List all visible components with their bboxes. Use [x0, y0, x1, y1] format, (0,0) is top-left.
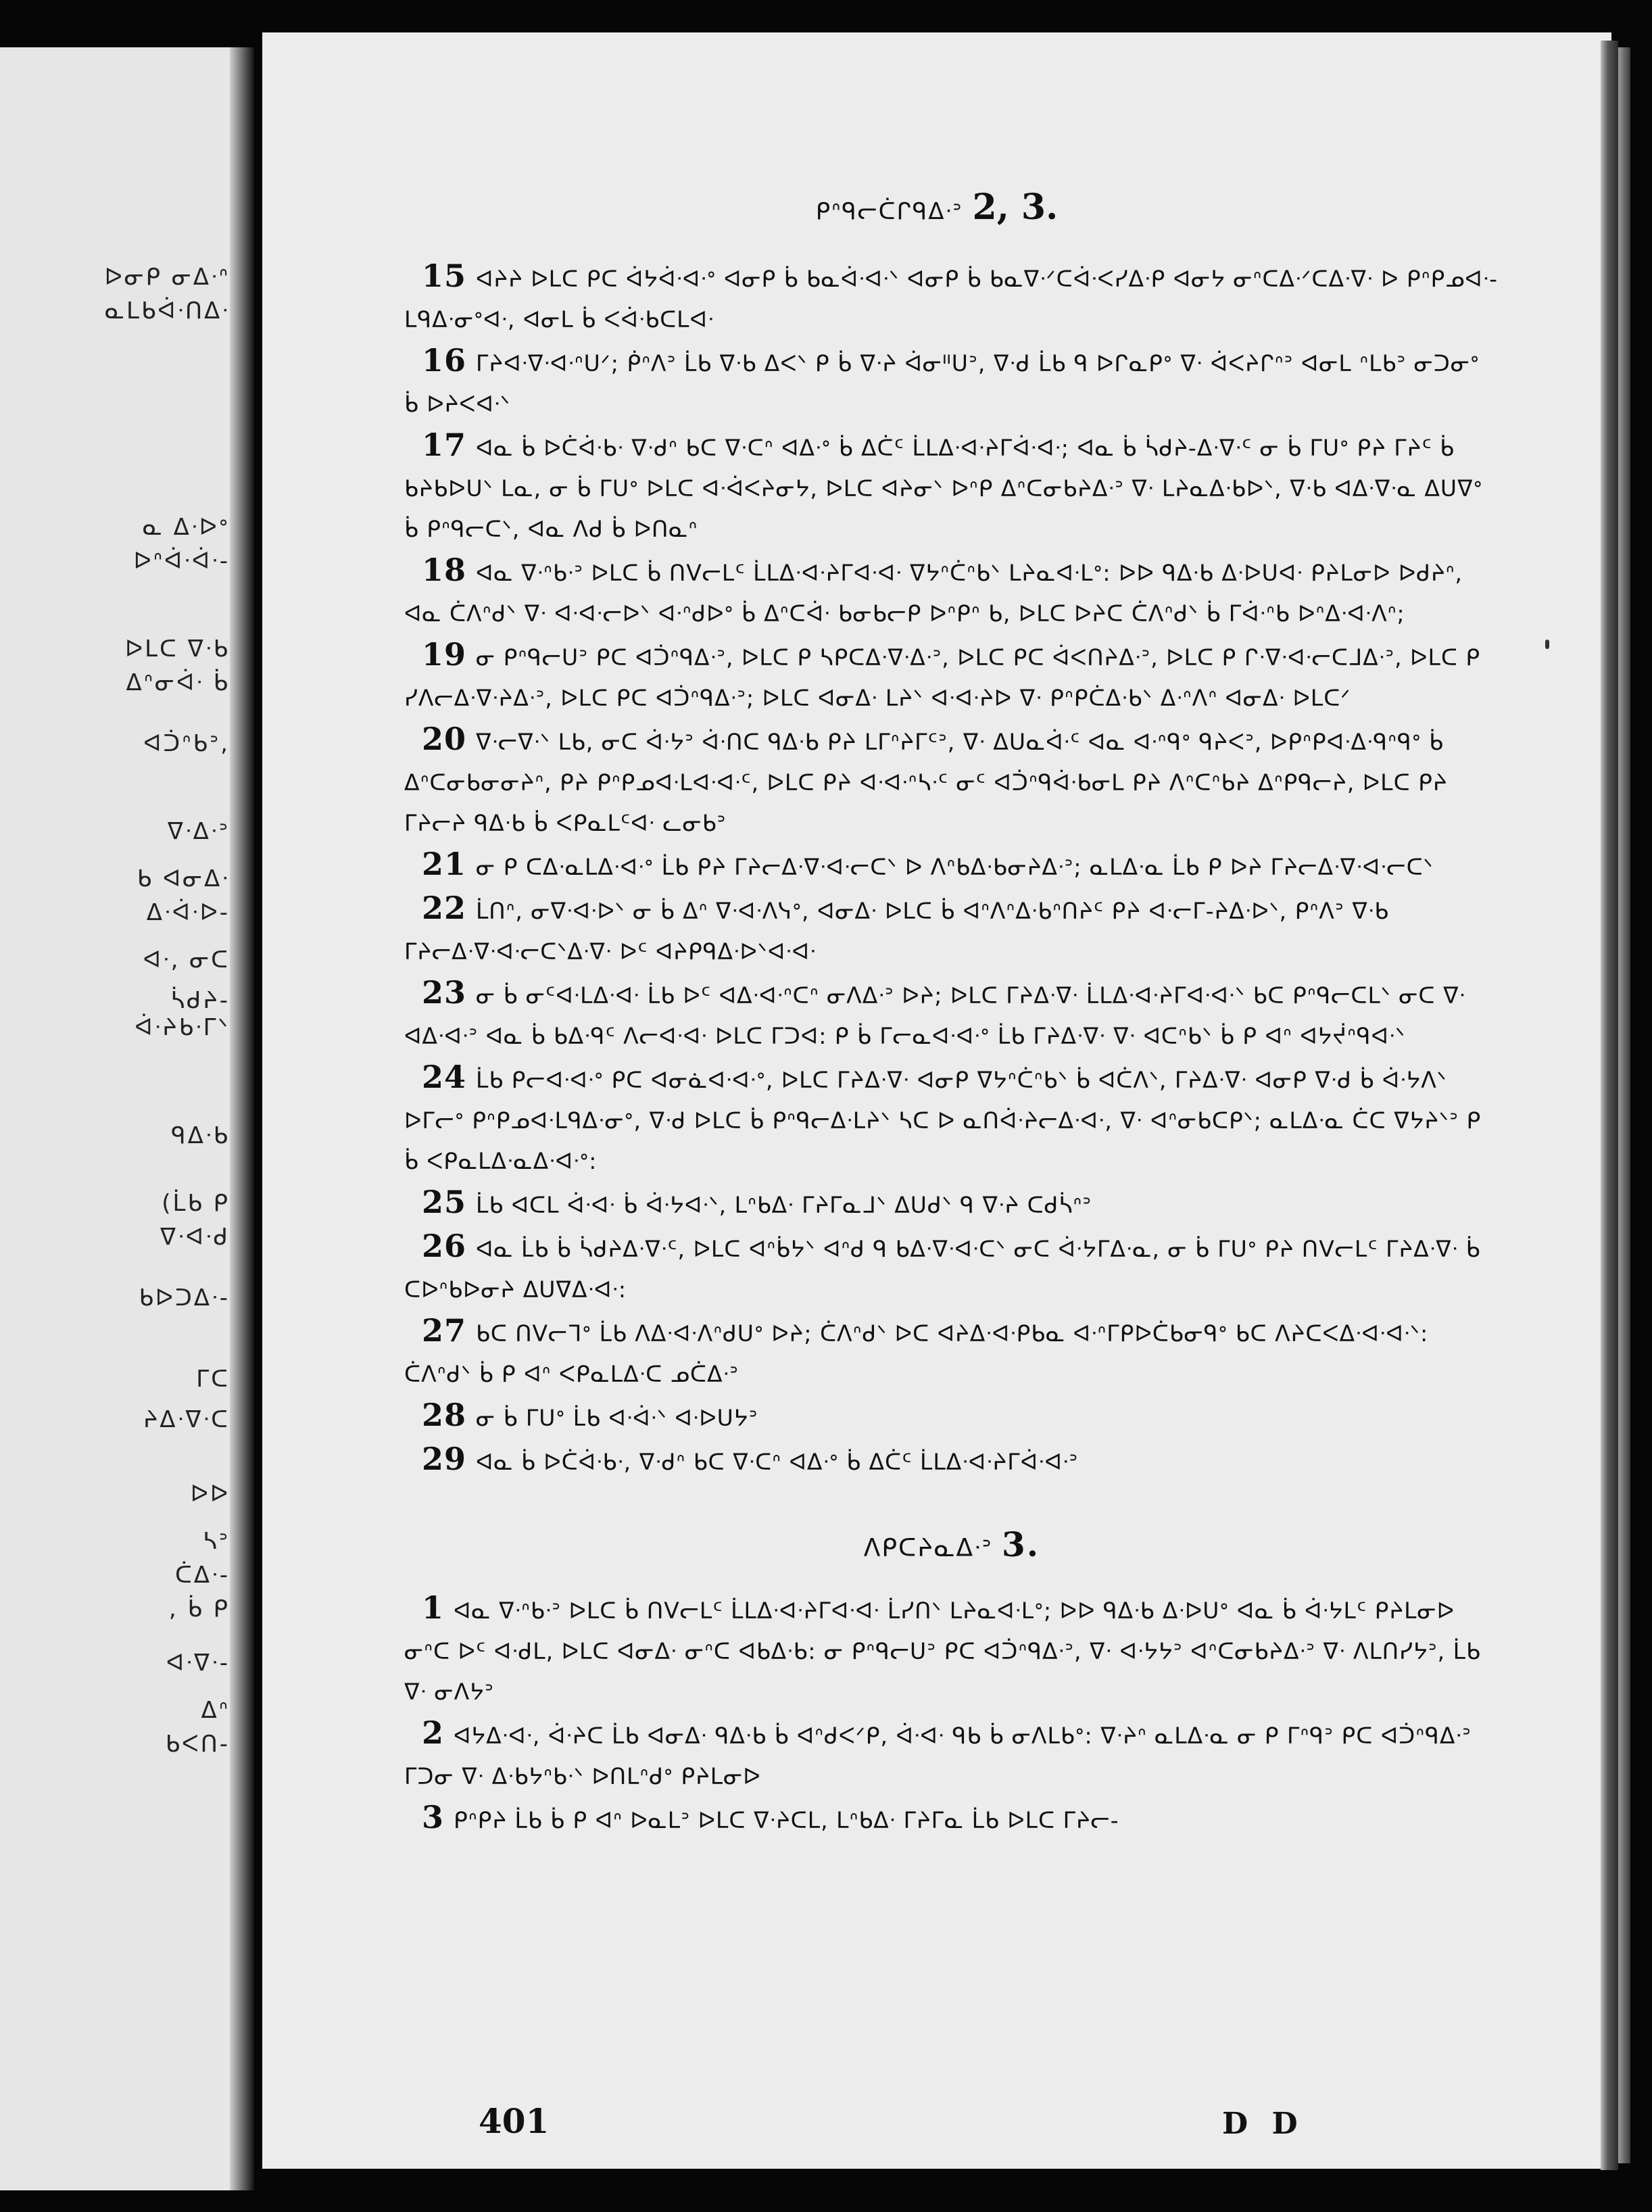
verse-text: ᓂ ᑳ ᓂᑦᐊᐧᒪᐃᐧᐊᐧ ᒫᑲ ᐅᑦ ᐊᐃᐧᐊᐧᐢᑕᐢ ᓂᐱᐃᐧᐣ ᐅᔨ; ᐅᒪᑕ ᒥᔨᐃᐧᐁᐧ ᒫᒪᐃᐧᐊᐧᔨᒥᐊᐧᐊᐧᐠ ᑲᑕ ᑭᐢᑫᓕᑕᒪᐠ ᓂᑕ ᐁᐧ ᐊᐃᐧᐊᐧᐣ ᐊᓇ ᑳ ᑲᐃᐧᑫᑦ ᐱᓕᐊᐧᐊᐧ ᐅᒪᑕ ᒥᑐᐊ: ᑭ ᑳ ᒥᓕᓇᐊᐧᐊᐧᐤ ᒫᑲ ᒥᔨᐃᐧᐁᐧ ᐁᐧ ᐊᑕᐢᑲᐠ ᑳ ᑭ ᐊᐢ ᐊᔭᔫᐢᑫᐊᐧᐠ	[404, 982, 1466, 1049]
verse	[404, 719, 1499, 844]
verse-number: 27	[422, 1312, 467, 1349]
verse	[404, 1712, 1499, 1797]
verse	[404, 634, 1499, 719]
verse-text: ᓂ ᑭ ᑕᐃᐧᓇᒪᐃᐧᐊᐧᐤ ᒫᑲ ᑭᔨ ᒥᔨᓕᐃᐧᐁᐧᐊᐧᓕᑕᐠ ᐅ ᐱᐢᑲᐃᐧᑲᓂᔨᐃᐧᐣ; ᓇᒪᐃᐧᓇ ᒫᑲ ᑭ ᐅᔨ ᒥᔨᓕᐃᐧᐁᐧᐊᐧᓕᑕᐠ	[476, 854, 1434, 880]
verse-text: ᒫᑎᐢ, ᓂᐁᐧᐊᐧᐅᐠ ᓂ ᑳ ᐃᐢ ᐁᐧᐊᐧᐱᓭᐤ, ᐊᓂᐃᐧ ᐅᒪᑕ ᑳ ᐊᐢᐱᐢᐃᐧᑲᐢᑎᔨᑦ ᑭᔨ ᐊᐧᓕᒥ-ᔨᐃᐧᐅᐠ, ᑭᐢᐱᐣ ᐁᐧᑲ ᒥᔨᓕᐃᐧᐁᐧᐊᐧᓕᑕᐠᐃᐧᐁᐧ ᐅᑦ ᐊᔨᑭᑫᐃᐧᐅᐠᐊᐧᐊᐧ	[404, 898, 1390, 965]
left-page-fragment: ᑲᐅᑐᐃᐧ-	[139, 1284, 230, 1312]
left-page-fragment: , ᑳ ᑭ	[168, 1595, 230, 1622]
verse-number: 22	[422, 890, 467, 926]
left-page-fragment: ᐊᐧᐁᐧ-	[166, 1650, 230, 1677]
verse-text: ᑲᑕ ᑎᐯᓕᒣᐤ ᒫᑲ ᐱᐃᐧᐊᐧᐱᐢᑯᑌᐤ ᐅᔨ; ᑖᐱᐢᑯᐠ ᐅᑕ ᐊᔨᐃᐧᐊᐧᑭᑲᓇ ᐊᐧᐢᒥᑭᐅᑖᑲᓂᑫᐤ ᑲᑕ ᐱᔨᑕᐸᐃᐧᐊᐧᐊᐧᐠ: ᑖᐱᐢᑯᐠ ᑳ ᑭ ᐊᐢ ᐸᑭᓇᒪᐃᐧᑕ ᓄᑖᐃᐧᐣ	[404, 1320, 1429, 1387]
left-page-fragment: (ᒫᑲ ᑭ	[162, 1190, 230, 1217]
verse-number: 1	[422, 1589, 445, 1626]
verse-text: ᐊᓇ ᒫᑲ ᑳ ᓵᑯᔨᐃᐧᐁᐧᑦ, ᐅᒪᑕ ᐊᐢᑳᔭᐠ ᐊᐢᑯ ᑫ ᑲᐃᐧᐁᐧᐊᐧᑕᐠ ᓂᑕ ᐋᐧᔭᒥᐃᐧᓇ, ᓂ ᑳ ᒥᑌᐤ ᑭᔨ ᑎᐯᓕᒪᑦ ᒥᔨᐃᐧᐁᐧ ᑳ ᑕᐅᐢᑲᐅᓂᔨ ᐃᑌᐁᐃᐧᐊᐧ:	[404, 1236, 1481, 1303]
verse	[404, 888, 1499, 972]
verse	[404, 1587, 1499, 1712]
verse-number: 28	[422, 1397, 467, 1433]
page-body	[404, 256, 1499, 1841]
left-page-fragment: ᓴᐣ	[203, 1528, 230, 1555]
verse-number: 23	[422, 974, 467, 1011]
left-page-fragment: ᐃᐢ	[201, 1697, 230, 1724]
left-facing-page	[0, 47, 245, 2190]
verse-number: 20	[422, 721, 467, 757]
verse-number: 24	[422, 1059, 467, 1095]
left-page-fragment: ᐊᐧ, ᓂᑕ	[143, 946, 230, 973]
verse-text: ᐊᓇ ᑳ ᐅᑖᐋᐧᑲᐧ, ᐁᐧᑯᐢ ᑲᑕ ᐁᐧᑕᐢ ᐊᐃᐧᐤ ᑳ ᐃᑖᑦ ᒫᒪᐃᐧᐊᐧᔨᒥᐋᐧᐊᐧᐣ	[476, 1449, 1079, 1475]
verse	[404, 1310, 1499, 1395]
page-edge	[1601, 41, 1618, 2170]
left-page-fragment: ᔨᐃᐧᐁᐧᑕ	[143, 1406, 230, 1433]
signature-mark: D D	[1222, 2107, 1305, 2141]
verse-number: 15	[422, 258, 467, 294]
ink-speck	[1545, 640, 1549, 649]
left-page-fragment: ᑲᐸᑎ-	[165, 1731, 230, 1758]
chapter-2-verses	[404, 256, 1499, 1483]
verse	[404, 1182, 1499, 1226]
verse	[404, 256, 1499, 340]
left-page-fragment: ᐃᐢᓂᐋᐧ ᑳ	[126, 669, 230, 696]
left-page-fragment: ᐊᑑᐢᑲᐣ,	[143, 730, 230, 757]
verse-number: 29	[422, 1441, 467, 1477]
verse-text: ᐊᔨᔨ ᐅᒪᑕ ᑭᑕ ᐋᔭᐋᐧᐊᐧᐤ ᐊᓂᑭ ᑳ ᑲᓇᐋᐧᐊᐧᐠ ᐊᓂᑭ ᑳ ᑲᓇᐁᐧᐟᑕᐋᐧᐸᓯᐃᐧᑭ ᐊᓂᔭ ᓂᐢᑕᐃᐧᐟᑕᐃᐧᐁᐧ ᐅ ᑭᐢᑭᓄᐊᐧ-ᒪᑫᐃᐧᓂᐤᐊᐧ, ᐊᓂᒪ ᑳ ᐸᐋᐧᑲᑕᒪᐊᐧ	[404, 266, 1499, 333]
verse	[404, 1797, 1499, 1841]
verse-number: 18	[422, 552, 467, 588]
verse-text: ᓂ ᑭᐢᑫᓕᑌᐣ ᑭᑕ ᐊᑑᐢᑫᐃᐧᐣ, ᐅᒪᑕ ᑭ ᓴᑭᑕᐃᐧᐁᐧᐃᐧᐣ, ᐅᒪᑕ ᑭᑕ ᐋᐸᑎᔨᐃᐧᐣ, ᐅᒪᑕ ᑭ ᒋᐧᐁᐧᐊᐧᓕᑕᒧᐃᐧᐣ, ᐅᒪᑕ ᑭ ᓯᐱᓕᐃᐧᐁᐧᔨᐃᐧᐣ, ᐅᒪᑕ ᑭᑕ ᐊᑑᐢᑫᐃᐧᐣ; ᐅᒪᑕ ᐊᓂᐃᐧ ᒪᔨᐠ ᐊᐧᐊᐧᔨᐅ ᐁᐧ ᑭᐢᑭᑖᐃᐧᑲᐠ ᐃᐧᐢᐱᐢ ᐊᓂᐃᐧ ᐅᒪᑕᐟ	[404, 644, 1481, 711]
left-page-fragment: ᐅᓂᑭ ᓂᐃᐧᐢ	[104, 264, 230, 291]
left-page-fragment: ᐁᐧᐃᐧᐣ	[167, 818, 230, 845]
verse-text: ᒫᑲ ᐊᑕᒪ ᐋᐧᐊᐧ ᑳ ᐋᐧᔭᐊᐧᐠ, ᒪᐢᑲᐃᐧ ᒥᔨᒥᓇᒧᐠ ᐃᑌᑯᐠ ᑫ ᐁᐧᔨ ᑕᑯᓵᐢᐣ	[476, 1192, 1092, 1218]
verse-number: 2	[422, 1714, 445, 1751]
left-page-fragment: ᓵᑯᔨ-	[170, 987, 230, 1014]
book-gutter	[230, 47, 254, 2190]
verse-text: ᐁᐧᓕᐁᐧᐠ ᒪᑲ, ᓂᑕ ᐋᐧᔭᐣ ᐋᐧᑎᑕ ᑫᐃᐧᑲ ᑭᔨ ᒪᒥᐢᔨᒥᑦᐣ, ᐁᐧ ᐃᑌᓇᐋᐧᑦ ᐊᓇ ᐊᐧᐢᑫᐤ ᑫᔨᐸᐣ, ᐅᑭᐢᑭᐊᐧᐃᐧᑫᐢᑫᐤ ᑳ ᐃᐢᑕᓂᑲᓂᓂᔨᐢ, ᑭᔨ ᑭᐢᑭᓄᐊᐧᒪᐊᐧᐊᐧᑦ, ᐅᒪᑕ ᑭᔨ ᐊᐧᐊᐧᐢᓴᐧᑦ ᓂᑦ ᐊᑑᐢᑫᐋᐧᑲᓂᒪ ᑭᔨ ᐱᐢᑕᐢᑲᔨ ᐃᐢᑭᑫᓕᔨ, ᐅᒪᑕ ᑭᔨ ᒥᔨᓕᔨ ᑫᐃᐧᑲ ᑳ ᐸᑭᓇᒪᑦᐊᐧ ᓚᓂᑲᐣ	[404, 729, 1448, 836]
verse	[404, 340, 1499, 425]
verse	[404, 1395, 1499, 1439]
left-page-fragment: ᑖᐃᐧ-	[174, 1562, 230, 1589]
running-head-chapter-ref: 2, 3.	[972, 187, 1059, 228]
left-page-fragment: ᐋᐧᔨᑲᐧᒥᐠ	[135, 1014, 230, 1041]
left-page-fragment: ᓇ ᐃᐧᐅᐤ	[142, 514, 230, 541]
left-page-fragment: ᐁᐧᐊᐧᑯ	[160, 1224, 230, 1251]
left-page-fragment: ᐅᒪᑕ ᐁᐧᑲ	[124, 635, 230, 663]
chapter-3-verses	[404, 1587, 1499, 1841]
verse-number: 19	[422, 636, 467, 673]
verse	[404, 1439, 1499, 1483]
verse-text: ᐊᓇ ᐁᐧᐢᑲᐧᐣ ᐅᒪᑕ ᑳ ᑎᐯᓕᒪᑦ ᒫᒪᐃᐧᐊᐧᔨᒥᐊᐧᐊᐧ ᐁᔭᐢᑖᐢᑲᐠ ᒪᔨᓇᐊᐧᒪᐤ: ᐅᐅ ᑫᐃᐧᑲ ᐃᐧᐅᑌᐊᐧ ᑭᔨᒪᓂᐅ ᐅᑯᔨᐢ, ᐊᓇ ᑖᐱᐢᑯᐠ ᐁᐧ ᐊᐧᐊᐧᓕᐅᐠ ᐊᐧᐢᑯᐅᐤ ᑳ ᐃᐢᑕᐋᐧ ᑲᓂᑲᓕᑭ ᐅᐢᑭᐢ ᑲ, ᐅᒪᑕ ᐅᔨᑕ ᑖᐱᐢᑯᐠ ᑳ ᒥᐋᐧᐢᑲ ᐅᐢᐃᐧᐊᐧᐱᐢ;	[404, 560, 1463, 627]
chapter-3-heading	[404, 1524, 1499, 1564]
chapter-heading-syllabics: ᐱᑭᑕᔨᓇᐃᐧᐣ	[863, 1535, 993, 1562]
page-number: 401	[479, 2101, 550, 2141]
verse-text: ᐊᓇ ᑳ ᐅᑖᐋᐧᑲᐧ ᐁᐧᑯᐢ ᑲᑕ ᐁᐧᑕᐢ ᐊᐃᐧᐤ ᑳ ᐃᑖᑦ ᒫᒪᐃᐧᐊᐧᔨᒥᐋᐧᐊᐧ; ᐊᓇ ᑳ ᓵᑯᔨ-ᐃᐧᐁᐧᑦ ᓂ ᑳ ᒥᑌᐤ ᑭᔨ ᒥᔨᑦ ᑳ ᑲᔨᑲᐅᑌᐠ ᒪᓇ, ᓂ ᑳ ᒥᑌᐤ ᐅᒪᑕ ᐊᐧᐋᐸᔨᓂᔭ, ᐅᒪᑕ ᐊᔨᓂᐠ ᐅᐢᑭ ᐃᐢᑕᓂᑲᔨᐃᐧᐣ ᐁᐧ ᒪᔨᓇᐃᐧᑲᐅᐠ, ᐁᐧᑲ ᐊᐃᐧᐁᐧᓇ ᐃᑌᐁᐤ ᑳ ᑭᐢᑫᓕᑕᐠ, ᐊᓇ ᐱᑯ ᑳ ᐅᑎᓇᐢ	[404, 435, 1483, 542]
verse-text: ᐊᓇ ᐁᐧᐢᑲᐧᐣ ᐅᒪᑕ ᑳ ᑎᐯᓕᒪᑦ ᒫᒪᐃᐧᐊᐧᔨᒥᐊᐧᐊᐧ ᒫᓯᑎᐠ ᒪᔨᓇᐊᐧᒪᐤ; ᐅᐅ ᑫᐃᐧᑲ ᐃᐧᐅᑌᐤ ᐊᓇ ᑳ ᐋᐧᔭᒪᑦ ᑭᔨᒪᓂᐅ ᓂᐢᑕ ᐅᑦ ᐊᐧᑯᒪ, ᐅᒪᑕ ᐊᓂᐃᐧ ᓂᐢᑕ ᐊᑲᐃᐧᑲ: ᓂ ᑭᐢᑫᓕᑌᐣ ᑭᑕ ᐊᑑᐢᑫᐃᐧᐣ, ᐁᐧ ᐊᐧᔭᔭᐣ ᐊᐢᑕᓂᑲᔨᐃᐧᐣ ᐁᐧ ᐱᒪᑎᓯᔭᐣ, ᒫᑲ ᐁᐧ ᓂᐱᔭᐣ	[404, 1597, 1481, 1705]
verse-text: ᒥᔨᐊᐧᐁᐧᐊᐧᐢᑌᐟ; ᑮᐢᐱᐣ ᒫᑲ ᐁᐧᑲ ᐃᐸᐠ ᑭ ᑳ ᐁᐧᔨ ᐋᓂᐦᑌᐣ, ᐁᐧᑯ ᒫᑲ ᑫ ᐅᒋᓇᑭᐤ ᐁᐧ ᐋᐸᔨᒋᐢᐣ ᐊᓂᒪ ᐢᒪᑲᐣ ᓂᑐᓂᐤ ᑳ ᐅᔨᐸᐊᐧᐠ	[404, 350, 1480, 417]
running-head	[262, 187, 1611, 228]
chapter-heading-number: 3.	[1002, 1524, 1040, 1564]
verse	[404, 1057, 1499, 1182]
verse	[404, 550, 1499, 634]
verse	[404, 425, 1499, 550]
verse	[404, 972, 1499, 1057]
verse-text: ᓂ ᑳ ᒥᑌᐤ ᒫᑲ ᐊᐧᐋᐧᐠ ᐊᐧᐅᑌᔭᐣ	[476, 1405, 758, 1431]
verse-text: ᐊᔭᐃᐧᐊᐧ, ᐋᐧᔨᑕ ᒫᑲ ᐊᓂᐃᐧ ᑫᐃᐧᑲ ᑳ ᐊᐢᑯᐸᐟᑭ, ᐋᐧᐊᐧ ᑫᑲ ᑳ ᓂᐱᒪᑲᐤ: ᐁᐧᔨᐢ ᓇᒪᐃᐧᓇ ᓂ ᑭ ᒥᐢᑫᐣ ᑭᑕ ᐊᑑᐢᑫᐃᐧᐣ ᒥᑐᓂ ᐁᐧ ᐃᐧᑲᔭᐢᑲᐧᐠ ᐅᑎᒪᐢᑯᐤ ᑭᔨᒪᓂᐅ	[404, 1723, 1472, 1789]
left-page-fragment: ᒥᑕ	[196, 1366, 230, 1393]
verse	[404, 844, 1499, 888]
verse-number: 26	[422, 1228, 467, 1264]
left-page-fragment: ᓇᒪᑲᐋᐧᑎᐃᐧ	[105, 297, 230, 324]
left-page-fragment: ᑫᐃᐧᑲ	[171, 1122, 230, 1149]
verse-number: 17	[422, 427, 467, 463]
left-page-fragment: ᐅᐢᐋᐧᐋᐧ-	[133, 548, 230, 575]
left-page-fragment: ᐅᐅ	[190, 1481, 230, 1508]
verse-text: ᒫᑲ ᑭᓕᐊᐧᐊᐧᐤ ᑭᑕ ᐊᓂᓈᐊᐧᐊᐧᐤ, ᐅᒪᑕ ᒥᔨᐃᐧᐁᐧ ᐊᓂᑭ ᐁᔭᐢᑖᐢᑲᐠ ᑳ ᐊᑖᐱᐠ, ᒥᔨᐃᐧᐁᐧ ᐊᓂᑭ ᐁᐧᑯ ᑳ ᐋᐧᔭᐱᐠ ᐅᒥᓕᐤ ᑭᐢᑭᓄᐊᐧᒪᑫᐃᐧᓂᐤ, ᐁᐧᑯ ᐅᒪᑕ ᑳ ᑭᐢᑫᓕᐃᐧᒪᔨᐠ ᓴᑕ ᐅ ᓇᑎᐋᐧᔨᓕᐃᐧᐊᐧ, ᐁᐧ ᐊᐢᓂᑲᑕᑭᐠ; ᓇᒪᐃᐧᓇ ᑖᑕ ᐁᔭᔨᐠᐣ ᑭ ᑳ ᐸᑭᓇᒪᐃᐧᓇᐃᐧᐊᐧᐤ:	[404, 1067, 1482, 1174]
verse-number: 3	[422, 1799, 445, 1835]
verse	[404, 1226, 1499, 1310]
left-page-fragment: ᑲ ᐊᓂᐃᐧ	[137, 865, 230, 892]
page-edge-shadow	[1618, 47, 1630, 2163]
right-page	[262, 32, 1611, 2169]
verse-number: 16	[422, 342, 467, 379]
verse-text: ᑭᐢᑭᔨ ᒫᑲ ᑳ ᑭ ᐊᐢ ᐅᓇᒪᐣ ᐅᒪᑕ ᐁᐧᔨᑕᒪ, ᒪᐢᑲᐃᐧ ᒥᔨᒥᓇ ᒫᑲ ᐅᒪᑕ ᒥᔨᓕ-	[454, 1807, 1119, 1833]
verse-number: 25	[422, 1184, 467, 1220]
verse-number: 21	[422, 846, 467, 882]
left-page-fragment: ᐃᐧᐋᐧᐅ-	[146, 899, 230, 926]
running-head-title: ᑭᐢᑫᓕᑖᒋᑫᐃᐧᐣ	[815, 198, 963, 225]
